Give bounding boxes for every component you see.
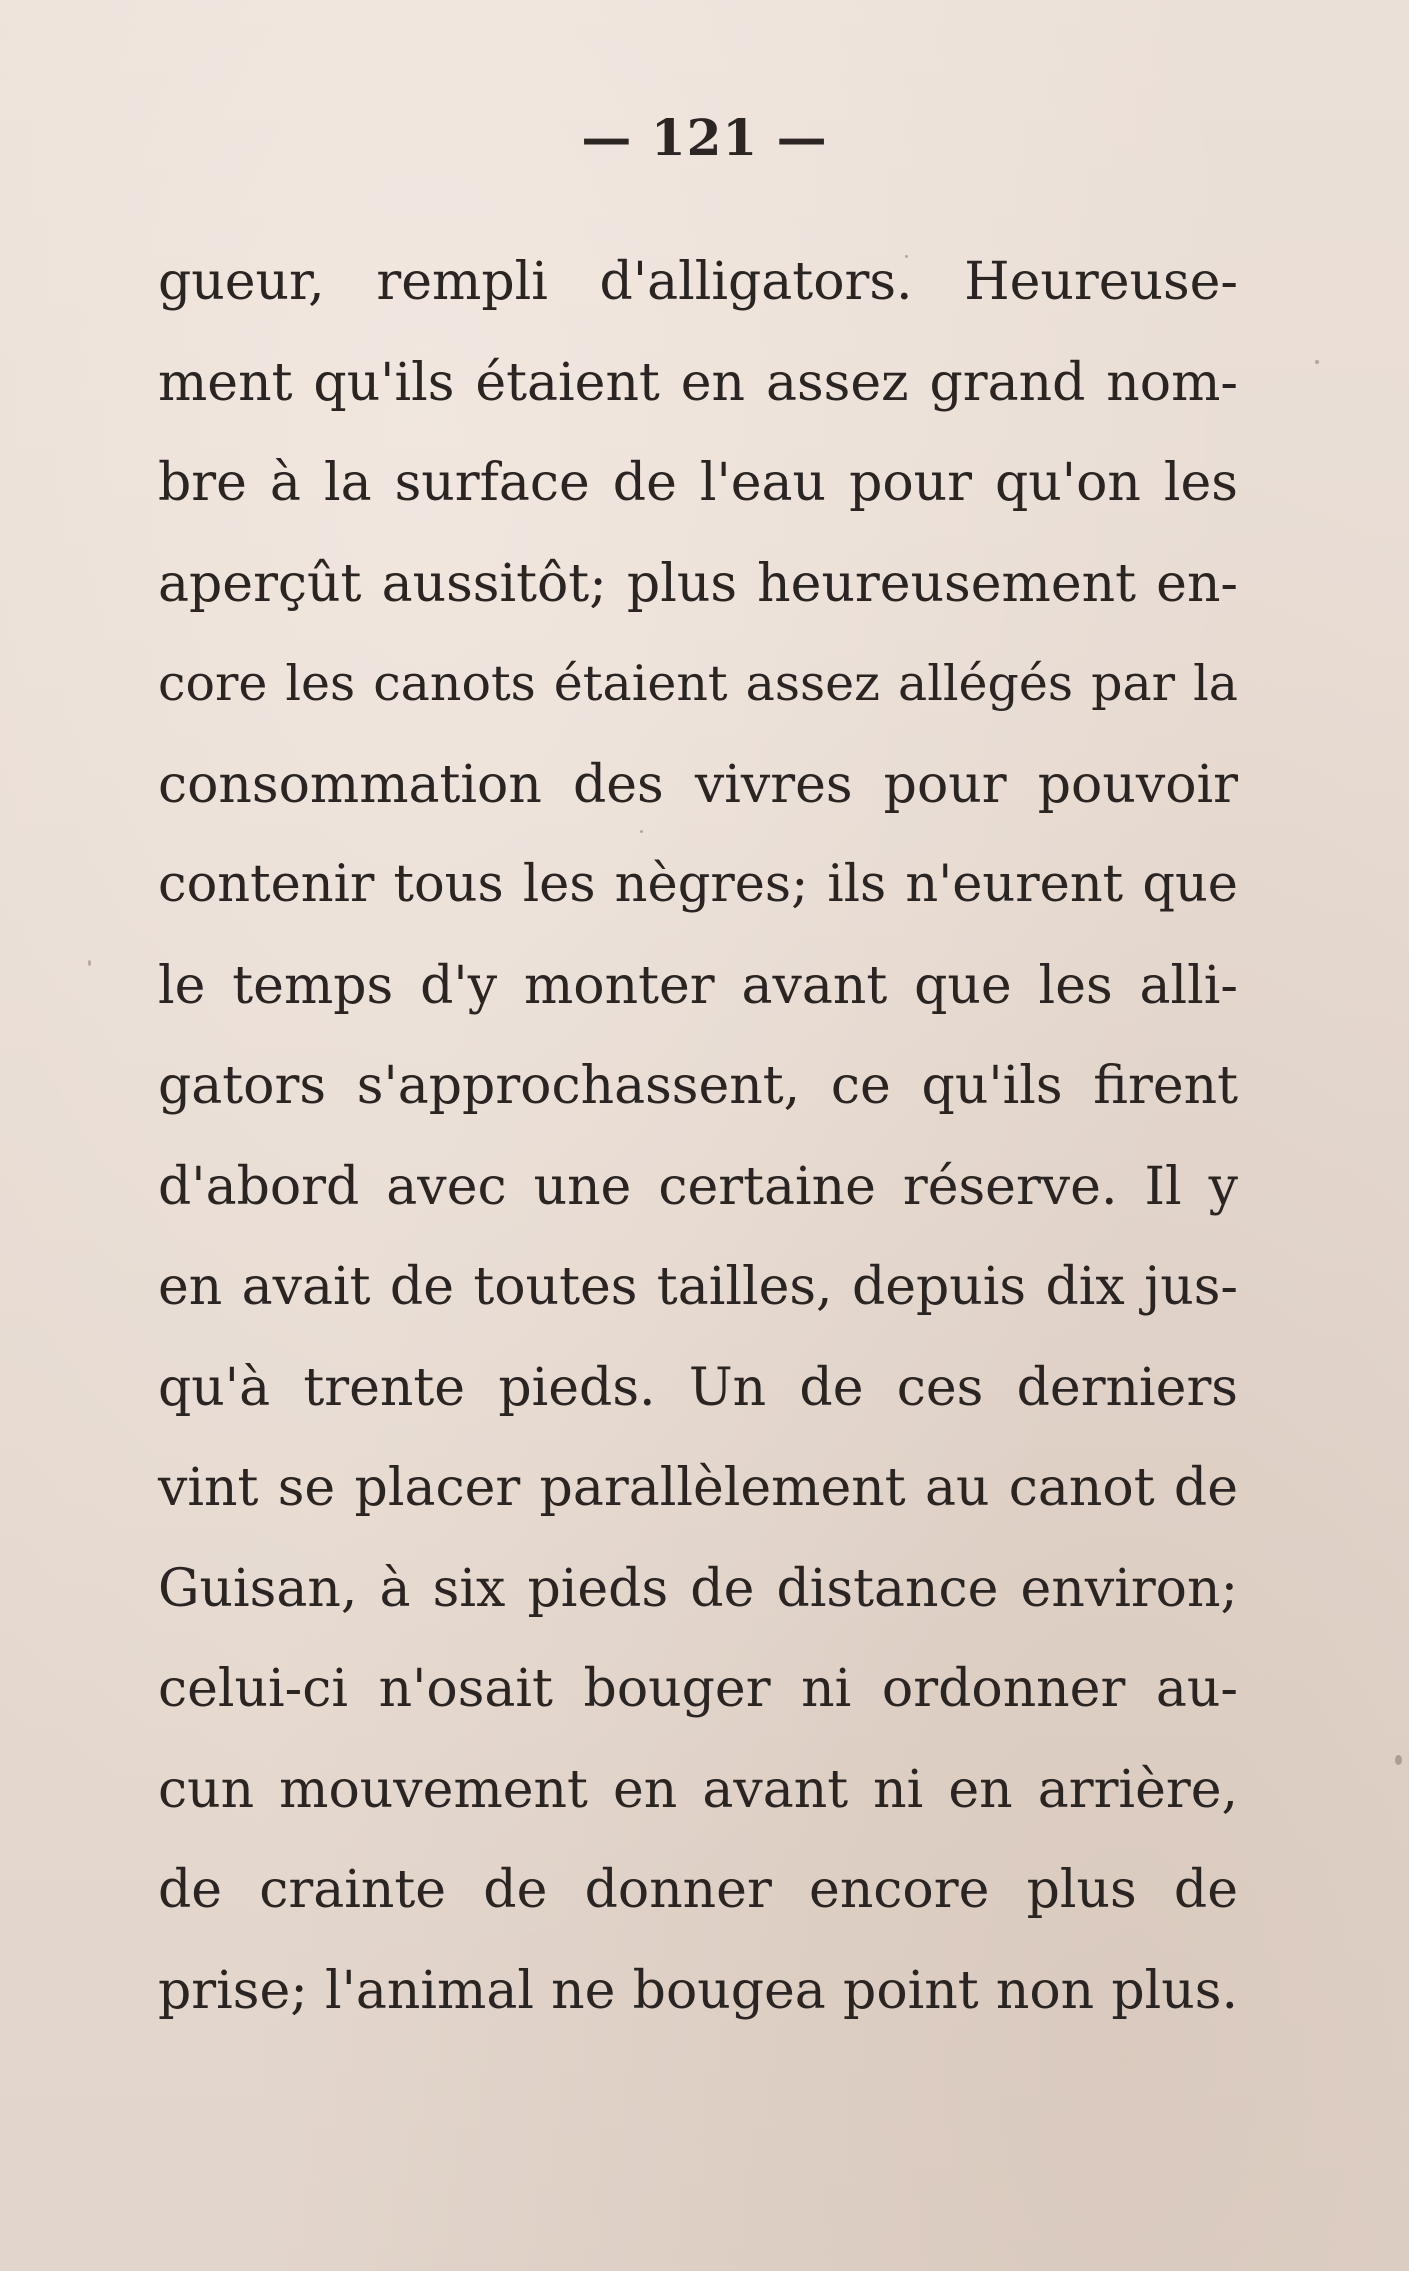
text-line: contenir tous les nègres; ils n'eurent que bbox=[158, 855, 1238, 914]
text-line: consommation des vivres pour pouvoir bbox=[158, 754, 1238, 815]
body-text bbox=[158, 232, 1238, 2041]
text-line: aperçût aussitôt; plus heureusement en- bbox=[158, 553, 1238, 614]
paper-speck bbox=[88, 960, 91, 966]
text-line: cun mouvement en avant ni en arrière, bbox=[158, 1759, 1238, 1820]
text-line: de crainte de donner encore plus de bbox=[158, 1860, 1238, 1920]
text-line: gators s'approchassent, ce qu'ils firent bbox=[158, 1056, 1238, 1116]
paper-speck bbox=[1315, 360, 1319, 364]
text-line: vint se placer parallèlement au canot de bbox=[158, 1458, 1238, 1518]
paper-speck bbox=[905, 255, 908, 258]
paper-speck bbox=[640, 830, 643, 833]
text-line: gueur, rempli d'alligators. Heureuse- bbox=[158, 252, 1238, 312]
text-line: prise; l'animal ne bougea point non plus. bbox=[158, 1960, 1238, 2021]
text-line: core les canots étaient assez allégés par la bbox=[158, 655, 1238, 712]
text-line: Guisan, à six pieds de distance environ; bbox=[158, 1558, 1238, 1619]
paper-speck bbox=[1395, 1755, 1402, 1765]
text-line: bre à la surface de l'eau pour qu'on les bbox=[158, 453, 1238, 513]
text-line: d'abord avec une certaine réserve. Il y bbox=[158, 1156, 1238, 1217]
text-line: le temps d'y monter avant que les alli- bbox=[158, 955, 1238, 1016]
text-line: en avait de toutes tailles, depuis dix jus- bbox=[158, 1257, 1238, 1317]
text-line: ment qu'ils étaient en assez grand nom- bbox=[158, 352, 1238, 413]
text-line: celui-ci n'osait bouger ni ordonner au- bbox=[158, 1659, 1238, 1719]
page-number: — 121 — bbox=[581, 108, 828, 167]
text-line: qu'à trente pieds. Un de ces derniers bbox=[158, 1357, 1238, 1418]
